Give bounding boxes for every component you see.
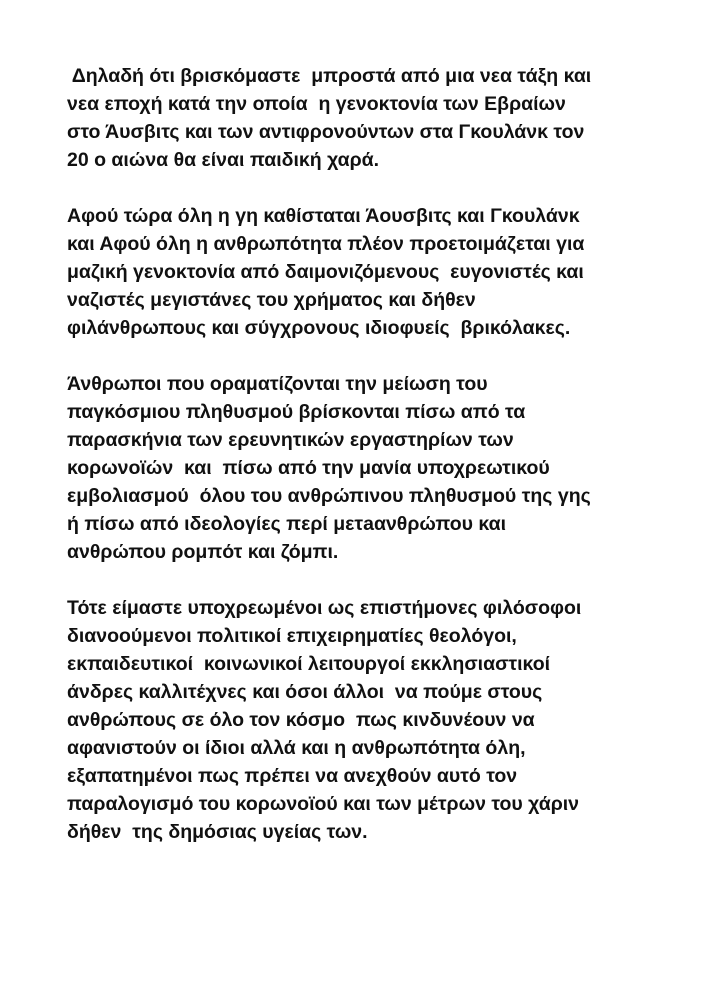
paragraph-2	[67, 202, 667, 342]
text-line: ή πίσω από ιδεολογίες περί μετaανθρώπου και	[67, 513, 507, 535]
text-line: εμβολιασμού όλου του ανθρώπινου πληθυσμού της γης	[67, 485, 591, 507]
text-line: κορωνοϊών και πίσω από την μανία υποχρεωτικού	[67, 457, 550, 479]
text-line: Άνθρωποι που οραματίζονται την μείωση του	[67, 373, 488, 395]
text-line: φιλάνθρωπους και σύγχρονους ιδιοφυείς βρικόλακες.	[67, 317, 571, 339]
text-line: Δηλαδή ότι βρισκόμαστε μπροστά από μια νεα τάξη και	[67, 65, 592, 87]
text-line: 20 ο αιώνα θα είναι παιδική χαρά.	[67, 149, 380, 171]
paragraph-1	[67, 62, 667, 174]
paragraph-4	[67, 594, 667, 846]
text-line: στο Άυσβιτς και των αντιφρονούντων στα Γκουλάνκ τον	[67, 121, 585, 143]
text-line: Αφού τώρα όλη η γη καθίσταται Άουσβιτς και Γκουλάνκ	[67, 205, 580, 227]
text-line: αφανιστούν οι ίδιοι αλλά και η ανθρωπότητα όλη,	[67, 737, 526, 759]
text-line: Τότε είμαστε υποχρεωμένοι ως επιστήμονες φιλόσοφοι	[67, 597, 582, 619]
text-line: δήθεν της δημόσιας υγείας των.	[67, 821, 368, 843]
text-line: εκπαιδευτικοί κοινωνικοί λειτουργοί εκκλησιαστικοί	[67, 653, 551, 675]
text-line: άνδρες καλλιτέχνες και όσοι άλλοι να πούμε στους	[67, 681, 543, 703]
text-line: νεα εποχή κατά την οποία η γενοκτονία των Εβραίων	[67, 93, 566, 115]
text-line: διανοούμενοι πολιτικοί επιχειρηματίες θεολόγοι,	[67, 625, 517, 647]
body-text	[67, 62, 667, 874]
text-line: εξαπατημένοι πως πρέπει να ανεχθούν αυτό τον	[67, 765, 518, 787]
text-line: παγκόσμιου πληθυσμού βρίσκονται πίσω από τα	[67, 401, 526, 423]
text-line: ανθρώπους σε όλο τον κόσμο πως κινδυνέουν να	[67, 709, 535, 731]
text-line: παρασκήνια των ερευνητικών εργαστηρίων των	[67, 429, 514, 451]
text-line: ανθρώπου ρομπότ και ζόμπι.	[67, 541, 339, 563]
text-line: μαζική γενοκτονία από δαιμονιζόμενους ευγονιστές και	[67, 261, 584, 283]
text-line: ναζιστές μεγιστάνες του χρήματος και δήθεν	[67, 289, 476, 311]
text-line: παραλογισμό του κορωνοϊού και των μέτρων του χάριν	[67, 793, 580, 815]
text-line: και Αφού όλη η ανθρωπότητα πλέον προετοιμάζεται για	[67, 233, 585, 255]
paragraph-3	[67, 370, 667, 566]
